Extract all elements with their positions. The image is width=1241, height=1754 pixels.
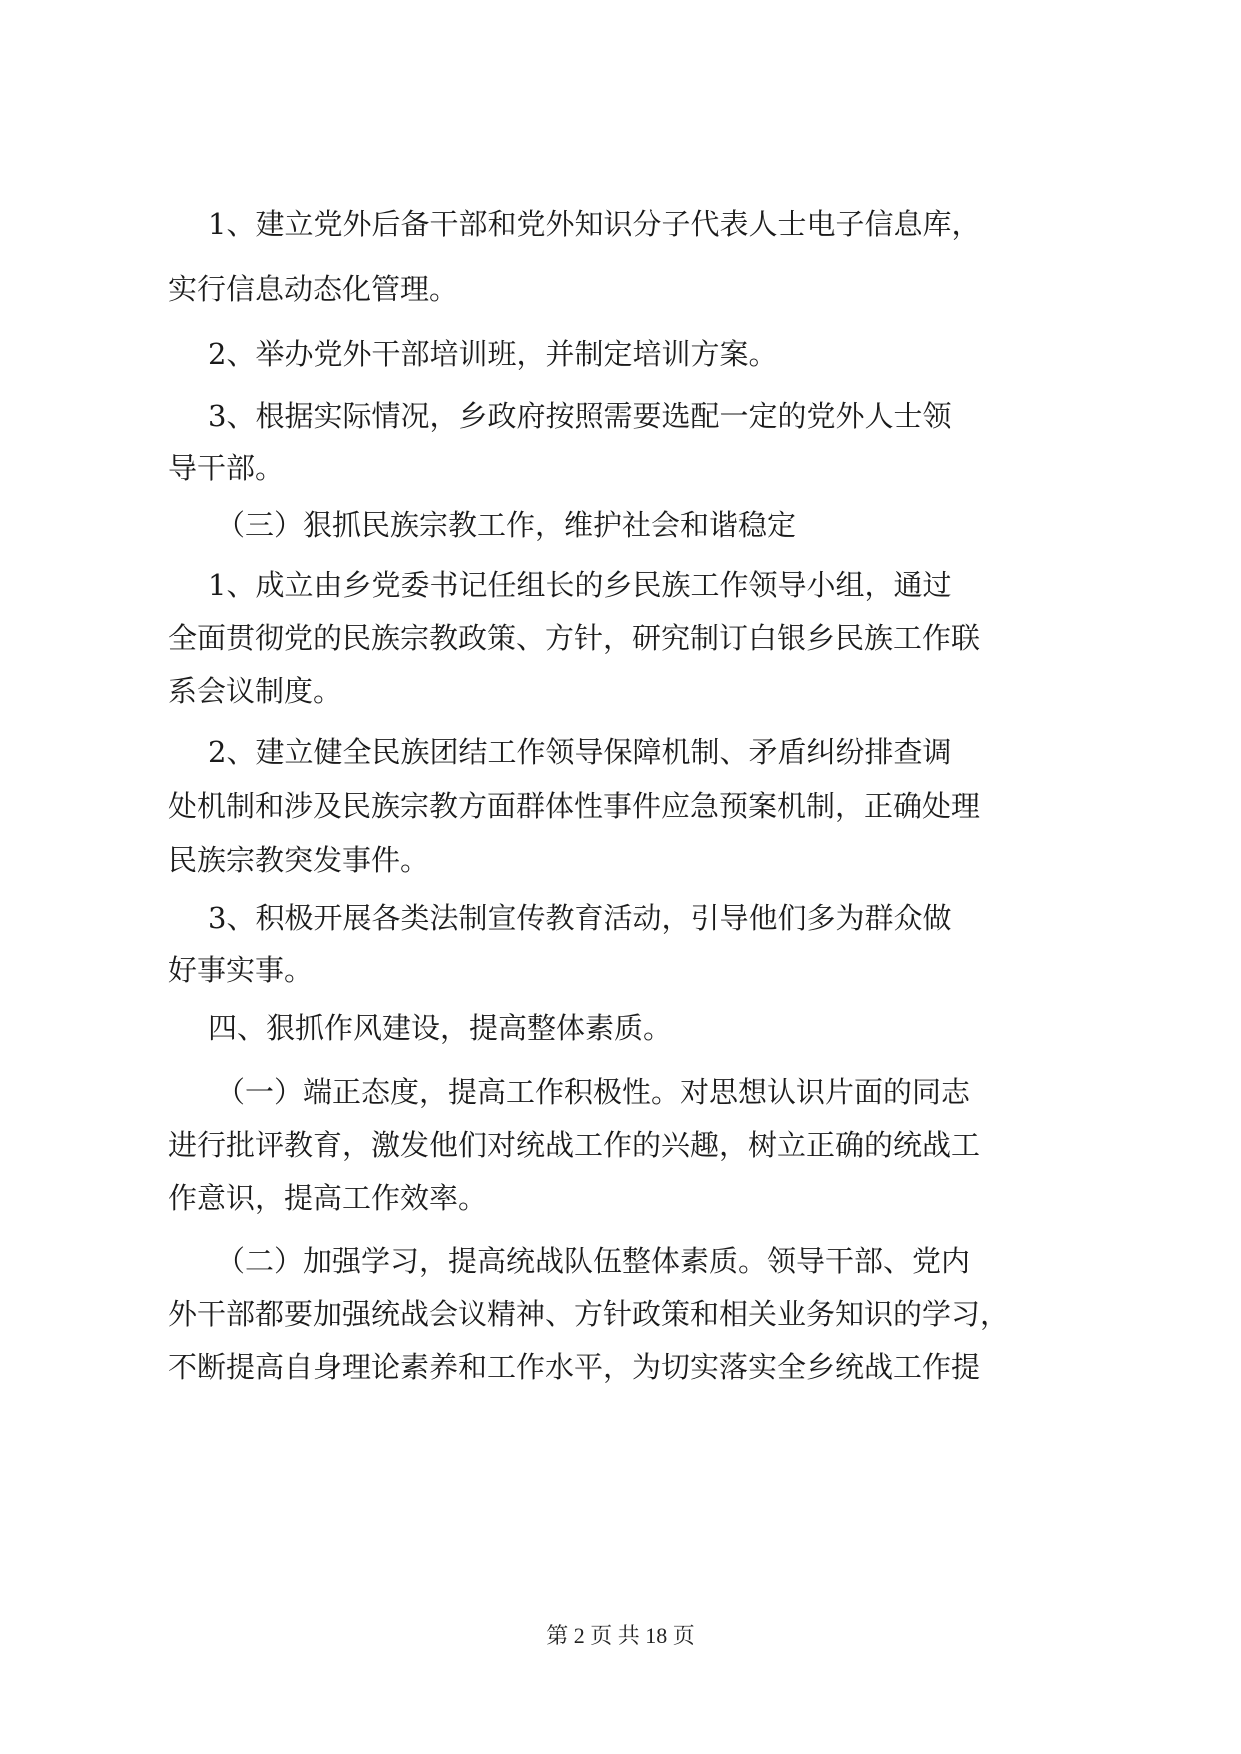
text-line: 3、根据实际情况，乡政府按照需要选配一定的党外人士领 (208, 399, 952, 433)
text-line: 全面贯彻党的民族宗教政策、方针，研究制订白银乡民族工作联 (168, 621, 981, 655)
text-line: 民族宗教突发事件。 (168, 843, 430, 877)
text-line: （一）端正态度，提高工作积极性。对思想认识片面的同志 (216, 1075, 971, 1109)
text-line: 3、积极开展各类法制宣传教育活动，引导他们多为群众做 (208, 901, 952, 935)
text-line: 作意识，提高工作效率。 (168, 1181, 488, 1215)
text-line: 2、建立健全民族团结工作领导保障机制、矛盾纠纷排查调 (208, 735, 952, 769)
text-line: 进行批评教育，激发他们对统战工作的兴趣，树立正确的统战工 (168, 1128, 981, 1162)
text-line: 系会议制度。 (168, 674, 343, 708)
text-line: 1、成立由乡党委书记任组长的乡民族工作领导小组，通过 (208, 568, 952, 602)
section-heading: （三）狠抓民族宗教工作，维护社会和谐稳定 (216, 508, 797, 542)
text-line: 不断提高自身理论素养和工作水平，为切实落实全乡统战工作提 (168, 1350, 981, 1384)
text-line: 2、举办党外干部培训班，并制定培训方案。 (208, 337, 778, 371)
text-line: 导干部。 (168, 451, 285, 485)
text-line: 好事实事。 (168, 953, 314, 987)
text-line: 1、建立党外后备干部和党外知识分子代表人士电子信息库， (208, 207, 981, 241)
text-line: 处机制和涉及民族宗教方面群体性事件应急预案机制，正确处理 (168, 789, 981, 823)
text-line: 外干部都要加强统战会议精神、方针政策和相关业务知识的学习， (168, 1297, 1010, 1331)
text-line: （二）加强学习，提高统战队伍整体素质。领导干部、党内 (216, 1244, 971, 1278)
page-number-footer: 第 2 页 共 18 页 (546, 1623, 695, 1648)
section-heading: 四、狠抓作风建设，提高整体素质。 (208, 1011, 673, 1045)
text-line: 实行信息动态化管理。 (168, 272, 459, 306)
